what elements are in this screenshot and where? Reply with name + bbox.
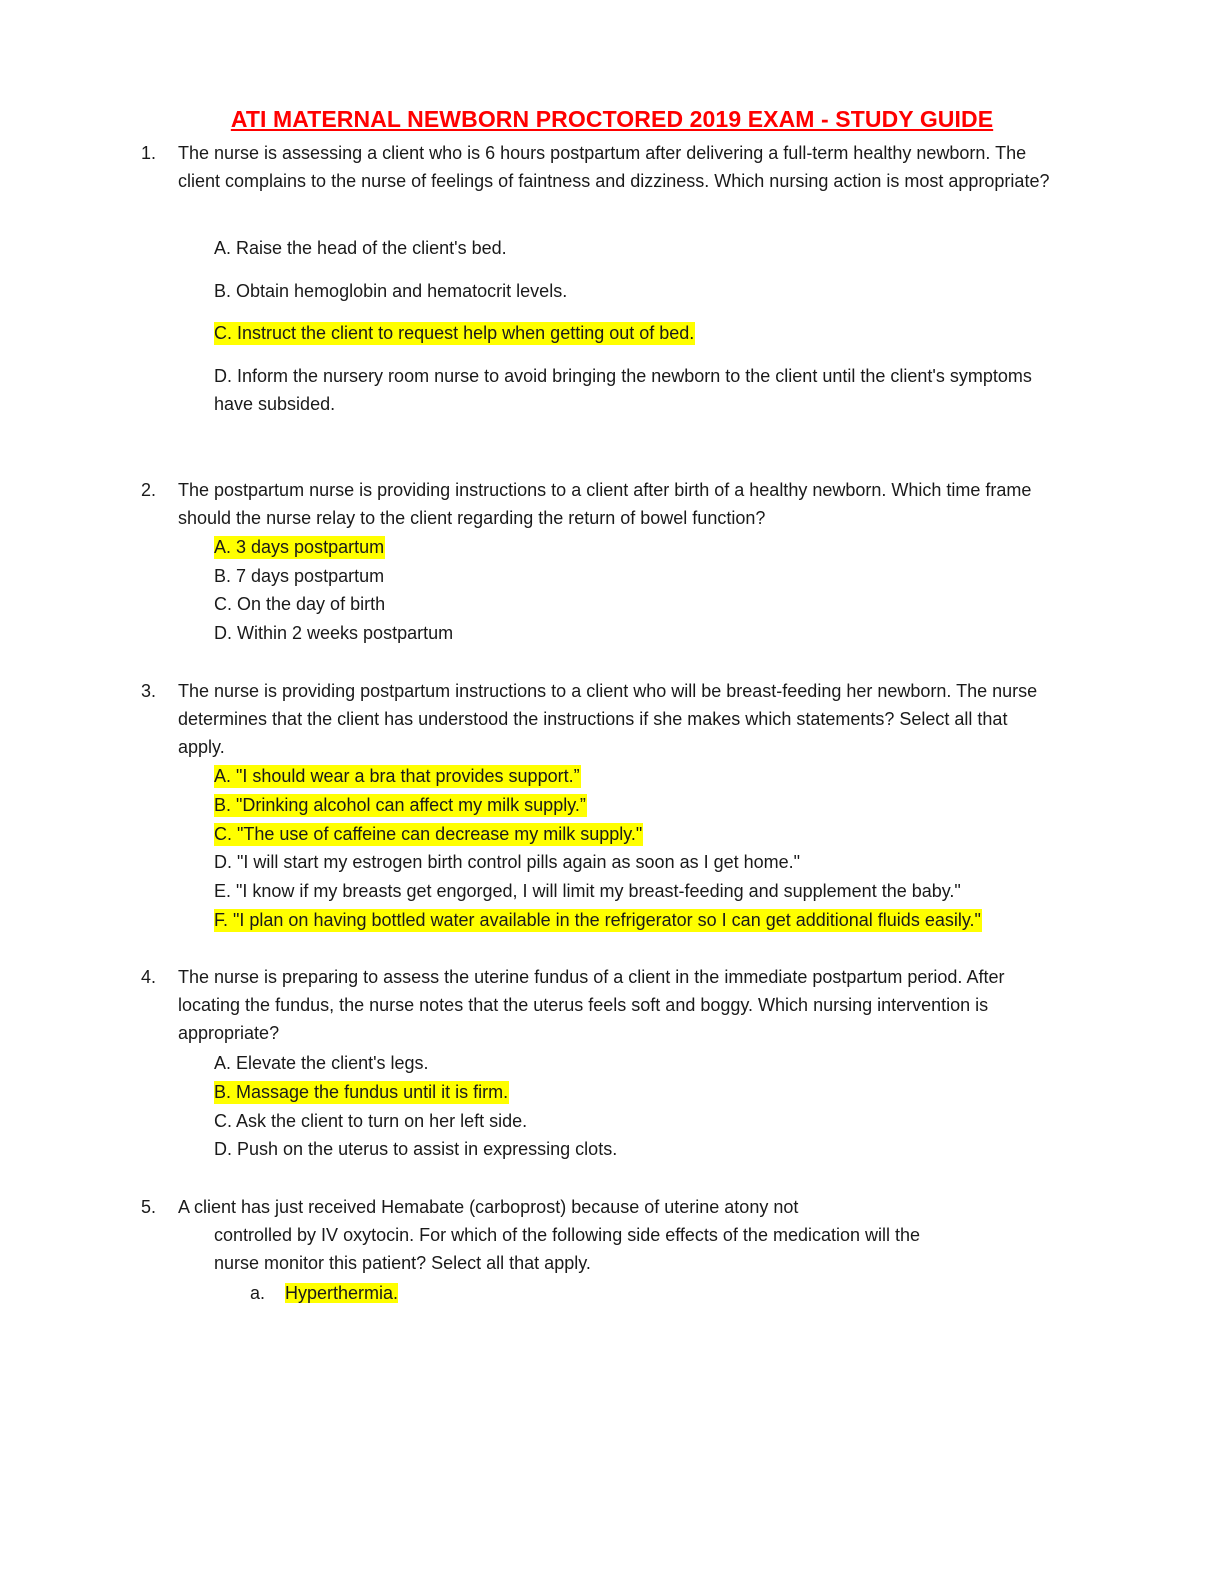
question-number: 2. [141, 480, 157, 500]
question-stem-first-line: A client has just received Hemabate (carboprost) because of uterine atony not [178, 1197, 799, 1217]
option-a: A. Elevate the client's legs. [214, 1053, 429, 1073]
option-d: D. Inform the nursery room nurse to avoid bringing the newborn to the client until the client's symptoms have subsided. [214, 366, 1032, 414]
question-stem: The postpartum nurse is providing instructions to a client after birth of a healthy newborn. Which time frame should the nurse relay to the client regarding the return of bowel function? [178, 480, 1032, 528]
question-number: 3. [141, 681, 157, 701]
question-stem: The nurse is preparing to assess the uterine fundus of a client in the immediate postpartum period. After locating the fundus, the nurse notes that the uterus feels soft and boggy. Which nursing intervention is appropriate? [178, 967, 1005, 1043]
question-stem-continuation: controlled by IV oxytocin. For which of the following side effects of the medication will the nurse monitor this patient? Select all that apply. [214, 1225, 921, 1273]
option-b: B. Obtain hemoglobin and hematocrit levels. [214, 281, 568, 301]
option-c-correct: C. Instruct the client to request help when getting out of bed. [214, 323, 695, 343]
question-stem: The nurse is assessing a client who is 6 hours postpartum after delivering a full-term healthy newborn. The client complains to the nurse of feelings of faintness and dizziness. Which nursing action is most appropriate? [178, 143, 1050, 191]
option-e: E. "I know if my breasts get engorged, I will limit my breast-feeding and supplement the baby." [214, 881, 961, 901]
option-b-correct: B. "Drinking alcohol can affect my milk supply.” [214, 795, 586, 815]
option-a: A. Raise the head of the client's bed. [214, 238, 507, 258]
option-c: C. Ask the client to turn on her left side. [214, 1111, 528, 1131]
option-a-correct: A. "I should wear a bra that provides support.” [214, 766, 580, 786]
option-c-correct: C. "The use of caffeine can decrease my milk supply." [214, 824, 643, 844]
option-a-correct: Hyperthermia. [285, 1283, 399, 1303]
question-number: 1. [141, 143, 157, 163]
option-c: C. On the day of birth [214, 594, 386, 614]
option-letter: a. [250, 1283, 266, 1303]
document-title: ATI MATERNAL NEWBORN PROCTORED 2019 EXAM - STUDY GUIDE [230, 106, 994, 132]
option-a-correct: A. 3 days postpartum [214, 537, 385, 557]
question-number: 4. [141, 967, 157, 987]
option-b: B. 7 days postpartum [214, 566, 385, 586]
question-stem: The nurse is providing postpartum instructions to a client who will be breast-feeding her newborn. The nurse determines that the client has understood the instructions if she makes which statements? Select all that apply. [178, 681, 1038, 757]
option-d: D. Within 2 weeks postpartum [214, 623, 454, 643]
option-d: D. "I will start my estrogen birth control pills again as soon as I get home." [214, 852, 801, 872]
option-b-correct: B. Massage the fundus until it is firm. [214, 1082, 509, 1102]
option-d: D. Push on the uterus to assist in expressing clots. [214, 1139, 618, 1159]
question-number: 5. [141, 1197, 157, 1217]
option-f-correct: F. "I plan on having bottled water available in the refrigerator so I can get additional fluids easily." [214, 910, 981, 930]
